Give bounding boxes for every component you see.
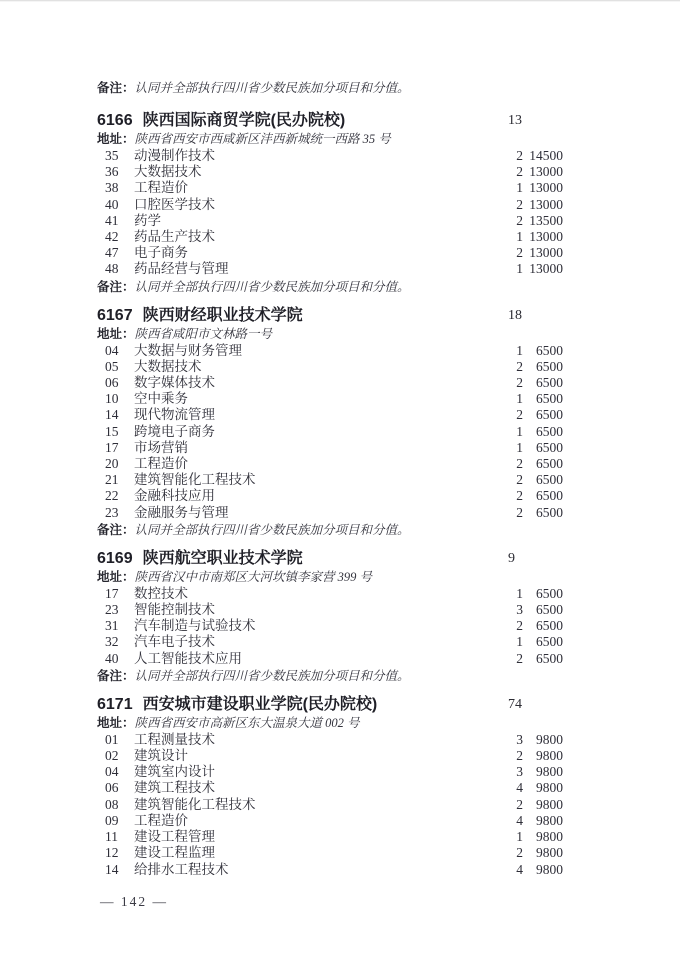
major-row: [97, 359, 563, 375]
major-name: 药品经营与管理: [134, 261, 229, 277]
major-name: 智能控制技术: [134, 602, 215, 618]
major-number: 42: [105, 229, 119, 245]
major-row: [97, 407, 563, 423]
school-total-enrollment: 18: [508, 307, 522, 323]
major-name: 数控技术: [134, 585, 188, 601]
major-number: 02: [105, 748, 119, 764]
major-row: [97, 261, 563, 277]
major-tuition-fee: 14500: [529, 148, 563, 163]
major-number: 17: [105, 439, 119, 455]
school-sections-list: [97, 111, 563, 878]
address-label: 地址：: [97, 132, 135, 146]
major-row: [97, 488, 563, 504]
major-name: 工程造价: [134, 180, 188, 196]
scan-edge-artifact: [0, 0, 680, 2]
major-row: [97, 343, 563, 359]
major-enrollment-count: 2: [516, 748, 523, 764]
major-number: 35: [105, 148, 119, 163]
major-number: 32: [105, 634, 119, 650]
major-tuition-fee: 9800: [536, 796, 563, 812]
major-number: 01: [105, 731, 119, 747]
major-tuition-fee: 6500: [536, 358, 563, 374]
school-name: 西安城市建设职业学院(民办院校): [142, 695, 378, 713]
major-row: [97, 180, 563, 196]
major-number: 08: [105, 796, 119, 812]
major-tuition-fee: 6500: [536, 618, 563, 634]
major-row: [97, 213, 563, 229]
school-address-line: [97, 569, 563, 586]
major-row: [97, 764, 563, 780]
major-name: 大数据技术: [134, 164, 202, 180]
major-tuition-fee: 9800: [536, 780, 563, 796]
major-tuition-fee: 9800: [536, 748, 563, 764]
major-name: 药学: [134, 212, 161, 228]
major-number: 40: [105, 196, 119, 212]
school-total-enrollment: 9: [508, 550, 515, 566]
major-name: 市场营销: [134, 439, 188, 455]
major-row: [97, 829, 563, 845]
major-enrollment-count: 4: [516, 812, 523, 828]
major-number: 05: [105, 358, 119, 374]
major-number: 22: [105, 488, 119, 504]
major-number: 06: [105, 780, 119, 796]
major-enrollment-count: 1: [516, 261, 523, 277]
major-enrollment-count: 2: [516, 407, 523, 423]
major-tuition-fee: 9800: [536, 764, 563, 780]
page-number: — 142 —: [100, 894, 168, 909]
major-row: [97, 618, 563, 634]
major-row: [97, 732, 563, 748]
school-section: [97, 695, 563, 878]
address-text: 陕西省西安市西咸新区沣西新城统一西路 35 号: [134, 132, 391, 146]
remark-text: 认同并全部执行四川省少数民族加分项目和分值。: [134, 81, 410, 95]
school-code: 6171: [97, 695, 133, 713]
school-name: 陕西国际商贸学院(民办院校): [142, 112, 346, 129]
major-number: 31: [105, 618, 119, 634]
major-number: 11: [105, 829, 118, 845]
remark-label: 备注：: [97, 81, 135, 95]
major-tuition-fee: 13000: [529, 245, 563, 261]
major-name: 给排水工程技术: [134, 861, 229, 877]
major-enrollment-count: 2: [516, 245, 523, 261]
major-row: [97, 862, 563, 878]
major-row: [97, 813, 563, 829]
major-number: 04: [105, 764, 119, 780]
major-tuition-fee: 6500: [536, 375, 563, 391]
school-header: [97, 306, 563, 326]
major-row: [97, 472, 563, 488]
major-name: 口腔医学技术: [134, 196, 215, 212]
major-enrollment-count: 1: [516, 391, 523, 407]
major-enrollment-count: 2: [516, 456, 523, 472]
major-name: 工程测量技术: [134, 731, 215, 747]
major-row: [97, 391, 563, 407]
major-number: 38: [105, 180, 119, 196]
school-remark-line: [97, 667, 563, 685]
major-enrollment-count: 2: [516, 196, 523, 212]
major-tuition-fee: 9800: [536, 829, 563, 845]
major-enrollment-count: 3: [516, 602, 523, 618]
major-enrollment-count: 2: [516, 375, 523, 391]
major-row: [97, 245, 563, 261]
remark-text: 认同并全部执行四川省少数民族加分项目和分值。: [134, 522, 410, 537]
major-row: [97, 197, 563, 213]
major-number: 20: [105, 456, 119, 472]
major-tuition-fee: 6500: [536, 456, 563, 472]
school-name: 陕西财经职业技术学院: [142, 306, 303, 324]
majors-list: [97, 732, 563, 878]
major-name: 金融服务与管理: [134, 504, 229, 520]
major-number: 21: [105, 472, 119, 488]
major-name: 汽车制造与试验技术: [134, 618, 256, 634]
major-row: [97, 602, 563, 618]
major-enrollment-count: 2: [516, 845, 523, 861]
major-number: 40: [105, 650, 119, 666]
major-name: 大数据与财务管理: [134, 342, 242, 358]
major-enrollment-count: 1: [516, 180, 523, 196]
major-enrollment-count: 2: [516, 650, 523, 666]
major-tuition-fee: 9800: [536, 731, 563, 747]
major-row: [97, 424, 563, 440]
major-row: [97, 375, 563, 391]
school-header: [97, 695, 563, 715]
major-number: 12: [105, 845, 119, 861]
major-enrollment-count: 4: [516, 780, 523, 796]
major-enrollment-count: 1: [516, 829, 523, 845]
major-name: 工程造价: [134, 456, 188, 472]
school-section: [97, 549, 563, 685]
major-number: 15: [105, 423, 119, 439]
address-text: 陕西省咸阳市文林路一号: [134, 326, 273, 341]
major-name: 数字媒体技术: [134, 375, 215, 391]
address-text: 陕西省汉中市南郑区大河坎镇李家营 399 号: [134, 569, 373, 584]
school-code: 6167: [97, 306, 133, 324]
major-enrollment-count: 1: [516, 342, 523, 358]
major-name: 动漫制作技术: [134, 148, 215, 163]
major-enrollment-count: 2: [516, 504, 523, 520]
major-enrollment-count: 2: [516, 796, 523, 812]
major-enrollment-count: 3: [516, 764, 523, 780]
major-enrollment-count: 3: [516, 731, 523, 747]
major-name: 建筑设计: [134, 748, 188, 764]
major-enrollment-count: 1: [516, 423, 523, 439]
major-tuition-fee: 6500: [536, 423, 563, 439]
major-enrollment-count: 2: [516, 472, 523, 488]
major-number: 06: [105, 375, 119, 391]
major-name: 建筑工程技术: [134, 780, 215, 796]
school-section: [97, 306, 563, 539]
major-tuition-fee: 13000: [529, 229, 563, 245]
remark-label: 备注：: [97, 668, 135, 683]
majors-list: [97, 343, 563, 521]
major-enrollment-count: 2: [516, 618, 523, 634]
major-row: [97, 845, 563, 861]
major-tuition-fee: 6500: [536, 634, 563, 650]
major-tuition-fee: 6500: [536, 439, 563, 455]
major-name: 大数据技术: [134, 358, 202, 374]
major-tuition-fee: 6500: [536, 342, 563, 358]
major-number: 47: [105, 245, 119, 261]
major-enrollment-count: 2: [516, 164, 523, 180]
school-address-line: [97, 326, 563, 343]
major-tuition-fee: 13000: [529, 196, 563, 212]
major-row: [97, 164, 563, 180]
major-name: 空中乘务: [134, 391, 188, 407]
address-text: 陕西省西安市高新区东大温泉大道 002 号: [134, 715, 360, 730]
major-name: 建设工程监理: [134, 845, 215, 861]
school-remark-line: [97, 278, 563, 296]
major-name: 电子商务: [134, 245, 188, 261]
major-number: 04: [105, 342, 119, 358]
school-address-line: [97, 131, 563, 148]
major-row: [97, 148, 563, 164]
address-label: 地址：: [97, 715, 135, 730]
major-name: 汽车电子技术: [134, 634, 215, 650]
school-address-line: [97, 715, 563, 732]
remark-text: 认同并全部执行四川省少数民族加分项目和分值。: [134, 668, 410, 683]
remark-label: 备注：: [97, 279, 135, 294]
school-total-enrollment: 74: [508, 696, 522, 712]
major-enrollment-count: 1: [516, 229, 523, 245]
major-enrollment-count: 2: [516, 212, 523, 228]
major-name: 药品生产技术: [134, 229, 215, 245]
major-number: 36: [105, 164, 119, 180]
major-number: 23: [105, 504, 119, 520]
major-enrollment-count: 2: [516, 358, 523, 374]
major-tuition-fee: 6500: [536, 391, 563, 407]
major-row: [97, 797, 563, 813]
major-row: [97, 748, 563, 764]
major-tuition-fee: 9800: [536, 845, 563, 861]
major-row: [97, 456, 563, 472]
major-tuition-fee: 6500: [536, 407, 563, 423]
major-number: 14: [105, 861, 119, 877]
major-tuition-fee: 6500: [536, 488, 563, 504]
major-number: 09: [105, 812, 119, 828]
school-header: [97, 111, 563, 131]
major-name: 建设工程管理: [134, 829, 215, 845]
major-enrollment-count: 1: [516, 439, 523, 455]
major-name: 工程造价: [134, 812, 188, 828]
major-number: 17: [105, 585, 119, 601]
school-code: 6169: [97, 549, 133, 567]
major-name: 建筑智能化工程技术: [134, 472, 256, 488]
major-row: [97, 229, 563, 245]
school-name: 陕西航空职业技术学院: [142, 549, 303, 567]
major-tuition-fee: 9800: [536, 861, 563, 877]
school-code: 6166: [97, 112, 133, 129]
major-number: 41: [105, 212, 119, 228]
major-enrollment-count: 1: [516, 585, 523, 601]
major-tuition-fee: 6500: [536, 472, 563, 488]
major-tuition-fee: 6500: [536, 650, 563, 666]
major-tuition-fee: 6500: [536, 602, 563, 618]
school-header: [97, 549, 563, 569]
majors-list: [97, 148, 563, 278]
major-tuition-fee: 13000: [529, 180, 563, 196]
major-enrollment-count: 2: [516, 488, 523, 504]
major-tuition-fee: 6500: [536, 585, 563, 601]
major-tuition-fee: 6500: [536, 504, 563, 520]
remark-text: 认同并全部执行四川省少数民族加分项目和分值。: [134, 279, 410, 294]
remark-label: 备注：: [97, 522, 135, 537]
major-tuition-fee: 13000: [529, 261, 563, 277]
school-total-enrollment: 13: [508, 113, 522, 128]
major-tuition-fee: 13500: [529, 212, 563, 228]
address-label: 地址：: [97, 326, 135, 341]
school-remark-line: [97, 521, 563, 539]
major-row: [97, 505, 563, 521]
major-enrollment-count: 2: [516, 148, 523, 163]
major-tuition-fee: 9800: [536, 812, 563, 828]
major-row: [97, 780, 563, 796]
major-enrollment-count: 4: [516, 861, 523, 877]
carryover-remark-line: [97, 79, 563, 97]
major-row: [97, 634, 563, 650]
major-row: [97, 440, 563, 456]
major-enrollment-count: 1: [516, 634, 523, 650]
school-section: [97, 111, 563, 296]
major-number: 48: [105, 261, 119, 277]
major-row: [97, 651, 563, 667]
major-number: 23: [105, 602, 119, 618]
major-name: 跨境电子商务: [134, 423, 215, 439]
major-row: [97, 586, 563, 602]
major-name: 人工智能技术应用: [134, 650, 242, 666]
major-name: 建筑智能化工程技术: [134, 796, 256, 812]
major-name: 现代物流管理: [134, 407, 215, 423]
major-tuition-fee: 13000: [529, 164, 563, 180]
document-page-content: [97, 79, 563, 888]
major-name: 建筑室内设计: [134, 764, 215, 780]
majors-list: [97, 586, 563, 667]
major-name: 金融科技应用: [134, 488, 215, 504]
major-number: 14: [105, 407, 119, 423]
major-number: 10: [105, 391, 119, 407]
address-label: 地址：: [97, 569, 135, 584]
